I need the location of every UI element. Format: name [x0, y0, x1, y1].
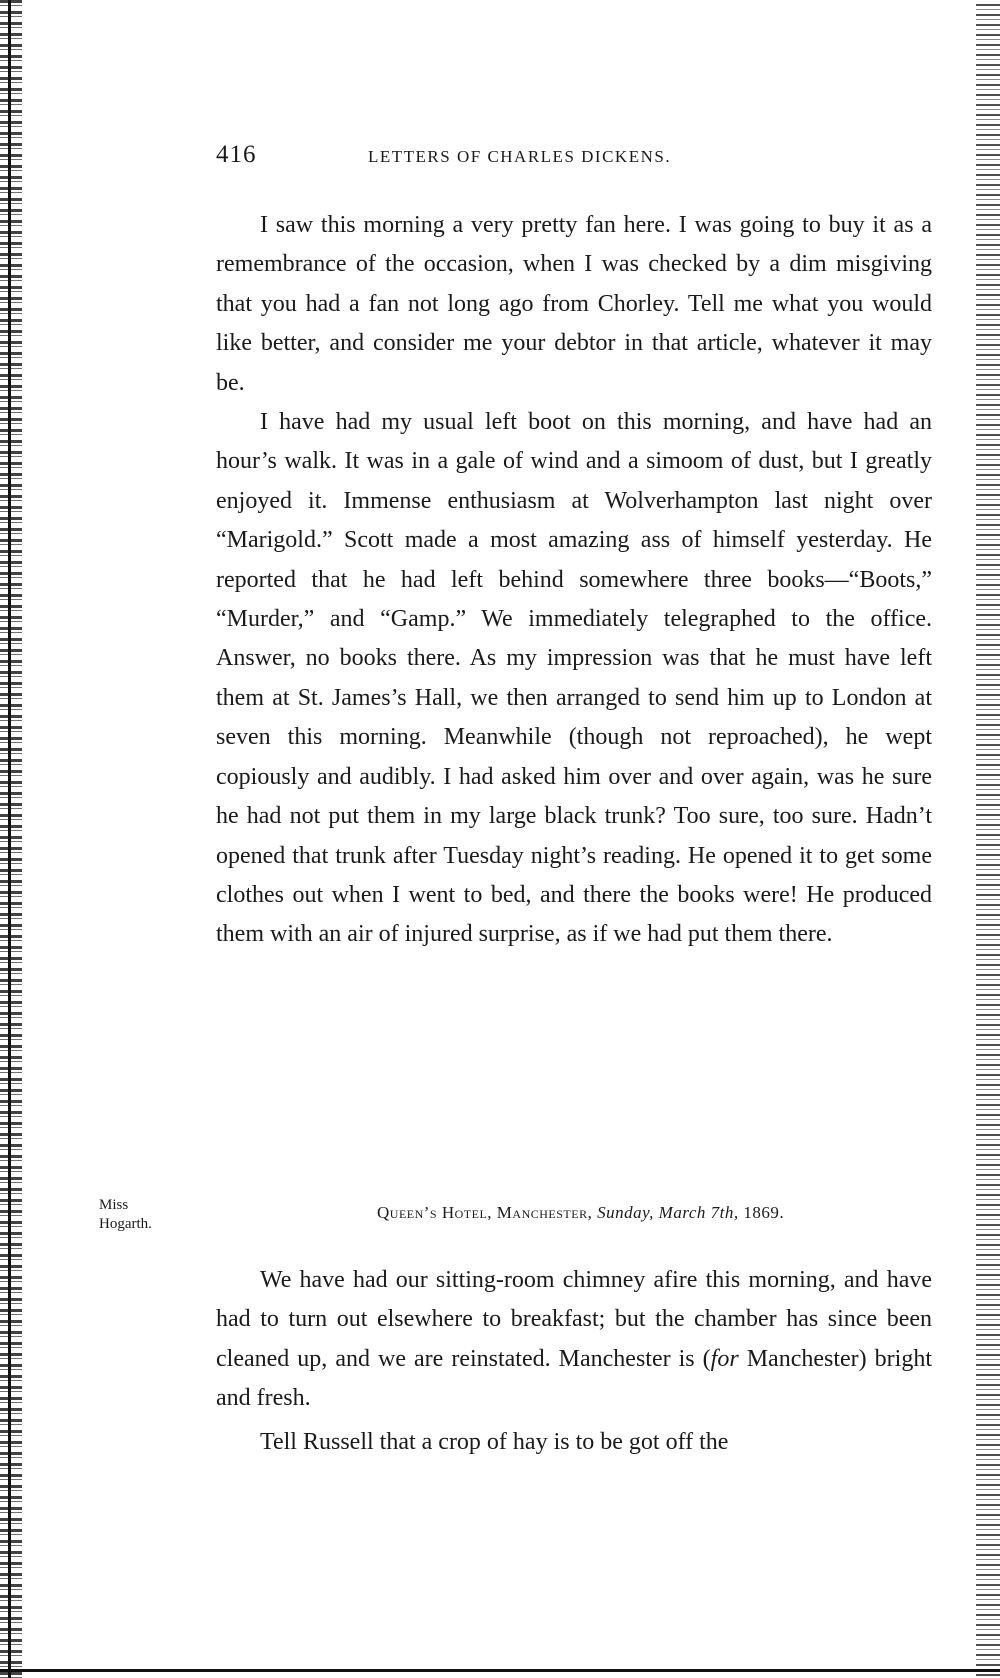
- paragraph-chimney: [216, 1261, 932, 1419]
- chimney-italic-for: for: [710, 1345, 739, 1372]
- chimney-text-b: Manchester) bright and fresh.: [216, 1345, 932, 1412]
- letter-body: [216, 1261, 932, 1462]
- running-head: LETTERS OF CHARLES DICKENS.: [368, 147, 672, 166]
- page-header: [216, 141, 932, 177]
- dateline-year: 1869.: [743, 1203, 785, 1222]
- paragraph-boot: I have had my usual left boot on this morning, and have had an hour’s walk. It was in a gale of wind and a simoom of dust, but I greatly enjoyed it. Immense enthusiasm at Wolverhampton last night over “Marigold.” Scott made a most amazing ass of himself yesterday. He reported that he had left behind somewhere three books—“Boots,” “Murder,” and “Gamp.” We immediately telegraphed to the office. Answer, no books there. As my impression was that he must have left them at St. James’s Hall, we then arranged to send him up to London at seven this morning. Meanwhile (though not reproached), he wept copiously and audibly. I had asked him over and over again, was he sure he had not put them in my large black trunk? Too sure, too sure. Hadn’t opened that trunk after Tuesday night’s reading. He opened it to get some clothes out when I went to bed, and there the books were! He produced them with an air of injured surprise, as if we had put them there.: [216, 409, 932, 948]
- recipient-line-2: Hogarth.: [99, 1216, 152, 1232]
- chimney-text-a: We have had our sitting-room chimney afire this morning, and have had to turn out elsewhere to breakfast; but the chamber has since been cleaned up, and we are reinstated. Manchester is (: [216, 1267, 932, 1372]
- margin-recipient: [99, 1196, 209, 1234]
- dateline-day: Sunday, March 7th,: [597, 1203, 739, 1222]
- scan-left-edge: [0, 0, 22, 1678]
- recipient-line-1: Miss: [99, 1197, 129, 1213]
- scan-bottom-edge: [0, 1669, 1000, 1672]
- page-number: 416: [216, 141, 257, 168]
- dateline-place: Queen’s Hotel, Manchester,: [377, 1203, 593, 1222]
- scan-left-binding-line: [8, 0, 11, 1678]
- letter-continuation: [216, 206, 932, 955]
- scan-right-edge: [976, 0, 1000, 1678]
- letter-dateline: [377, 1203, 933, 1223]
- paragraph-fan: I saw this morning a very pretty fan here. I was going to buy it as a remembrance of the occasion, when I was checked by a dim misgiving that you had a fan not long ago from Chorley. Tell me what you would like better, and consider me your debtor in that article, whatever it may be.: [216, 212, 932, 396]
- paragraph-russell: Tell Russell that a crop of hay is to be got off the: [260, 1428, 729, 1455]
